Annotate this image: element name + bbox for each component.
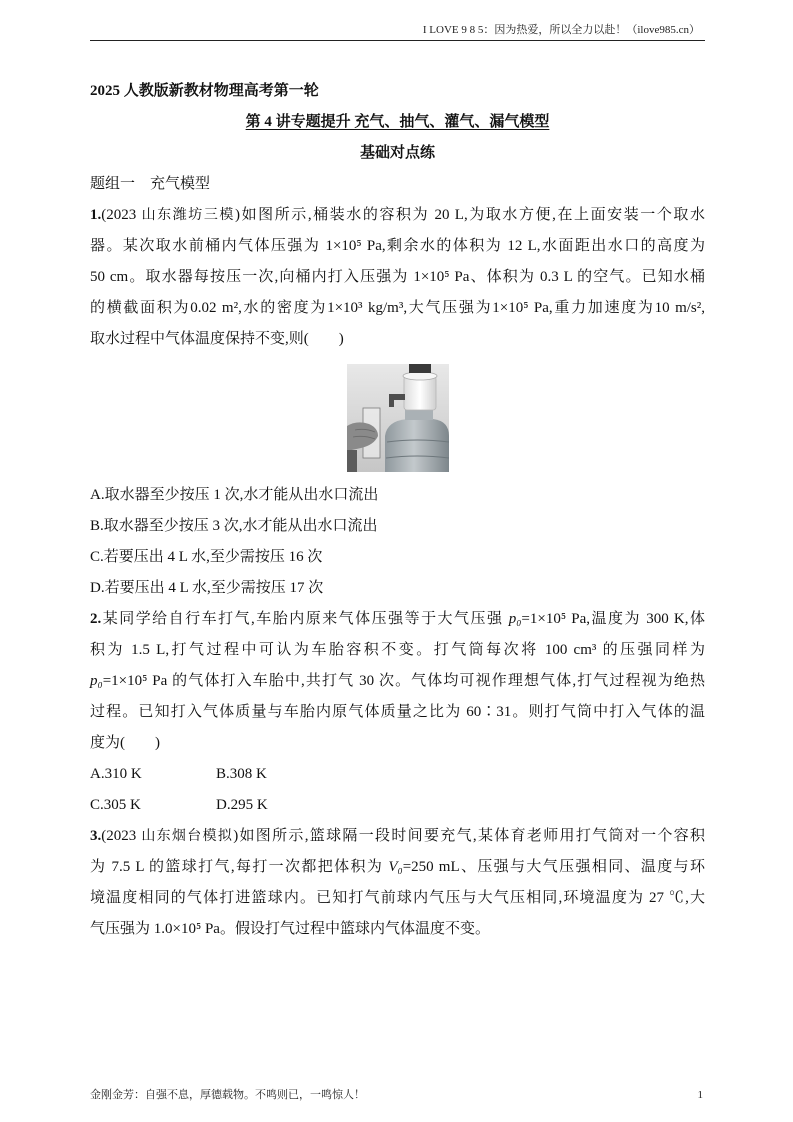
q3-source-prefix: (2023 <box>101 828 142 844</box>
q3-line-2-text-a: 为 7.5 L 的篮球打气,每打一次都把体积为 <box>90 859 389 875</box>
q2-line-3-text: =1×10⁵ Pa 的气体打入车胎中,共打气 30 次。气体均可视作理想气体,打气过程视为绝热 <box>102 673 705 689</box>
q2-line-2: 积为 1.5 L,打气过程中可认为车胎容积不变。打气筒每次将 100 cm³ 的压强同样为 <box>90 642 705 658</box>
q2-var-p0-2: p₀ <box>90 673 103 689</box>
question-3 <box>90 821 705 945</box>
water-bottle-icon <box>385 419 449 472</box>
q1-option-c: C.若要压出 4 L 水,至少需按压 16 次 <box>90 549 323 565</box>
q2-line-1-text-b: =1×10⁵ Pa,温度为 300 K,体 <box>521 611 705 627</box>
q1-line-3: 50 cm。取水器每按压一次,向桶内打入压强为 1×10⁵ Pa、体积为 0.3 L 的空气。已知水桶 <box>90 269 705 285</box>
q2-line-1 <box>90 604 705 635</box>
q1-option-d: D.若要压出 4 L 水,至少需按压 17 次 <box>90 580 324 596</box>
header-slogan: I LOVE 9 8 5：因为热爱，所以全力以赴！（ilove985.cn） <box>422 24 700 36</box>
q2-var-p0: p₀ <box>508 611 522 627</box>
q1-line-2: 器。某次取水前桶内气体压强为 1×10⁵ Pa,剩余水的体积为 12 L,水面距出水口的高度为 <box>90 238 705 254</box>
q3-line-3: 境温度相同的气体打进篮球内。已知打气前球内气压与大气压相同,环境温度为 27 ℃,大 <box>90 890 705 906</box>
water-dispenser-photo <box>347 364 449 472</box>
pump-press-head <box>409 364 431 373</box>
pump-cap <box>403 372 437 380</box>
q1-line-1 <box>90 200 705 231</box>
q1-figure <box>90 364 705 472</box>
series-title: 2025 人教版新教材物理高考第一轮 <box>90 83 319 99</box>
q3-number: 3. <box>90 828 102 844</box>
q2-line-1-text-a: 某同学给自行车打气,车胎内原来气体压强等于大气压强 <box>101 611 509 627</box>
q2-option-b: B.308 K <box>216 766 267 782</box>
q3-var-v0: V₀ <box>388 859 403 875</box>
q2-option-a: A.310 K <box>90 766 142 782</box>
footer-motto: 金刚金芳：自强不息，厚德载物。不鸣则已，一鸣惊人！ <box>90 1089 365 1101</box>
group-title: 题组一 充气模型 <box>90 176 211 192</box>
header-rule <box>90 40 705 41</box>
q1-source: 山东潍坊三模 <box>141 208 235 223</box>
q2-options-row-1 <box>90 759 705 790</box>
q3-line-2 <box>90 852 705 883</box>
q3-source: 山东烟台模拟 <box>141 829 234 844</box>
pump-nozzle <box>389 394 394 407</box>
q1-option-a: A.取水器至少按压 1 次,水才能从出水口流出 <box>90 487 379 503</box>
q2-line-5: 度为( ) <box>90 735 160 751</box>
section-title: 基础对点练 <box>359 145 435 161</box>
q1-line-5: 取水过程中气体温度保持不变,则( ) <box>90 331 344 347</box>
pump-body-icon <box>404 376 436 410</box>
q1-line-4: 的横截面积为0.02 m²,水的密度为1×10³ kg/m³,大气压强为1×10⁵ Pa,重力加速度为10 m/s², <box>90 300 705 316</box>
question-2 <box>90 604 705 821</box>
q1-option-b: B.取水器至少按压 3 次,水才能从出水口流出 <box>90 518 378 534</box>
q2-number: 2. <box>90 611 102 627</box>
q2-line-4: 过程。已知打入气体质量与车胎内原气体质量之比为 60∶31。则打气筒中打入气体的温 <box>90 704 705 720</box>
question-1 <box>90 200 705 604</box>
page-number: 1 <box>697 1089 703 1101</box>
lecture-title-text: 第 4 讲专题提升 充气、抽气、灌气、漏气模型 <box>245 114 550 130</box>
q3-line-1 <box>90 821 705 852</box>
sleeve <box>347 450 357 472</box>
q3-line-2-text-b: =250 mL、压强与大气压强相同、温度与环 <box>402 859 706 875</box>
q2-option-d: D.295 K <box>216 797 268 813</box>
q2-options-row-2 <box>90 790 705 821</box>
q1-source-prefix: (2023 <box>101 207 142 223</box>
q1-line-1-text: )如图所示,桶装水的容积为 20 L,为取水方便,在上面安装一个取水 <box>235 207 706 223</box>
q3-line-4: 气压强为 1.0×10⁵ Pa。假设打气过程中篮球内气体温度不变。 <box>90 921 490 937</box>
q1-number: 1. <box>90 207 102 223</box>
q2-line-3 <box>90 666 705 697</box>
lecture-title <box>90 107 705 138</box>
q2-option-c: C.305 K <box>90 797 141 813</box>
document-body <box>90 76 705 945</box>
q3-line-1-text: )如图所示,篮球隔一段时间要充气,某体育老师用打气筒对一个容积 <box>233 828 706 844</box>
